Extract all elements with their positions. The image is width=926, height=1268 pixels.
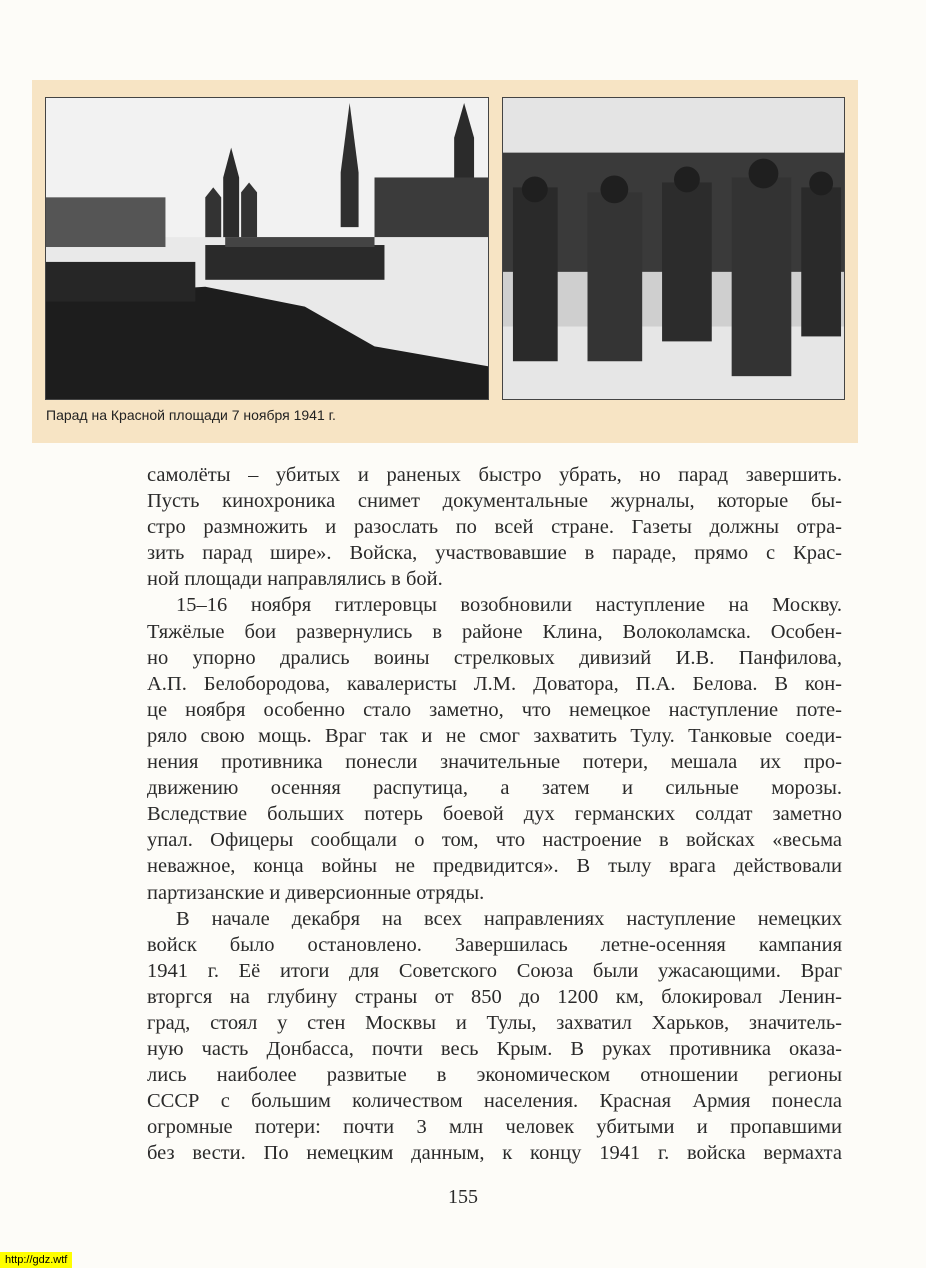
text-line: Тяжёлые бои развернулись в районе Клина, Волоколамска. Особен-	[147, 620, 842, 643]
text-line: 15–16 ноября гитлеровцы возобновили наступление на Москву.	[176, 594, 842, 617]
text-line: 1941 г. Её итоги для Советского Союза были ужасающими. Враг	[147, 959, 842, 982]
text-line: упал. Офицеры сообщали о том, что настроение в войсках «весьма	[147, 829, 842, 852]
text-line: град, стоял у стен Москвы и Тулы, захватил Харьков, значитель-	[147, 1011, 842, 1034]
text-line: без вести. По немецким данным, к концу 1941 г. войска вермахта	[147, 1142, 842, 1165]
text-line: В начале декабря на всех направлениях наступление немецких	[176, 907, 842, 930]
watermark-link[interactable]: http://gdz.wtf	[0, 1252, 72, 1268]
text-line: ную часть Донбасса, почти весь Крым. В руках противника оказа-	[147, 1038, 842, 1061]
text-line: войск было остановлено. Завершилась летне-осенняя кампания	[147, 933, 842, 956]
page-number: 155	[448, 1186, 478, 1208]
text-line: це ноября особенно стало заметно, что немецкое наступление поте-	[147, 698, 842, 721]
text-line: лись наиболее развитые в экономическом отношении регионы	[147, 1064, 842, 1087]
figure-panel	[32, 80, 858, 443]
text-line: самолёты – убитых и раненых быстро убрать, но парад завершить.	[147, 464, 842, 486]
body-text	[147, 462, 842, 1167]
text-line: но упорно дрались воины стрелковых дивизий И.В. Панфилова,	[147, 646, 842, 669]
text-line: движению осенняя распутица, а затем и сильные морозы.	[147, 777, 842, 800]
text-line: СССР с большим количеством населения. Красная Армия понесла	[147, 1090, 842, 1113]
text-line: ной площади направлялись в бой.	[147, 568, 443, 591]
marching-soldiers-photo	[502, 97, 845, 400]
text-line: стро размножить и разослать по всей стране. Газеты должны отра-	[147, 516, 842, 539]
text-line: Вследствие больших потерь боевой дух германских солдат заметно	[147, 803, 842, 826]
text-line: зить парад шире». Войска, участвовавшие в параде, прямо с Крас-	[147, 542, 842, 565]
text-line: неважное, конца войны не предвидится». В тылу врага действовали	[147, 855, 842, 878]
text-line: партизанские и диверсионные отряды.	[147, 881, 485, 904]
text-line: А.П. Белобородова, кавалеристы Л.М. Доватора, П.А. Белова. В кон-	[147, 672, 842, 695]
text-line: нения противника понесли значительные потери, мешала их про-	[147, 751, 842, 774]
text-line: огромные потери: почти 3 млн человек убитыми и пропавшими	[147, 1116, 842, 1139]
parade-square-photo	[45, 97, 489, 400]
text-line: ряло свою мощь. Враг так и не смог захватить Тулу. Танковые соеди-	[147, 724, 842, 747]
text-line: Пусть кинохроника снимет документальные журналы, которые бы-	[147, 490, 842, 513]
text-line: вторгся на глубину страны от 850 до 1200 км, блокировал Ленин-	[147, 985, 842, 1008]
figure-caption: Парад на Красной площади 7 ноября 1941 г.	[46, 407, 336, 423]
